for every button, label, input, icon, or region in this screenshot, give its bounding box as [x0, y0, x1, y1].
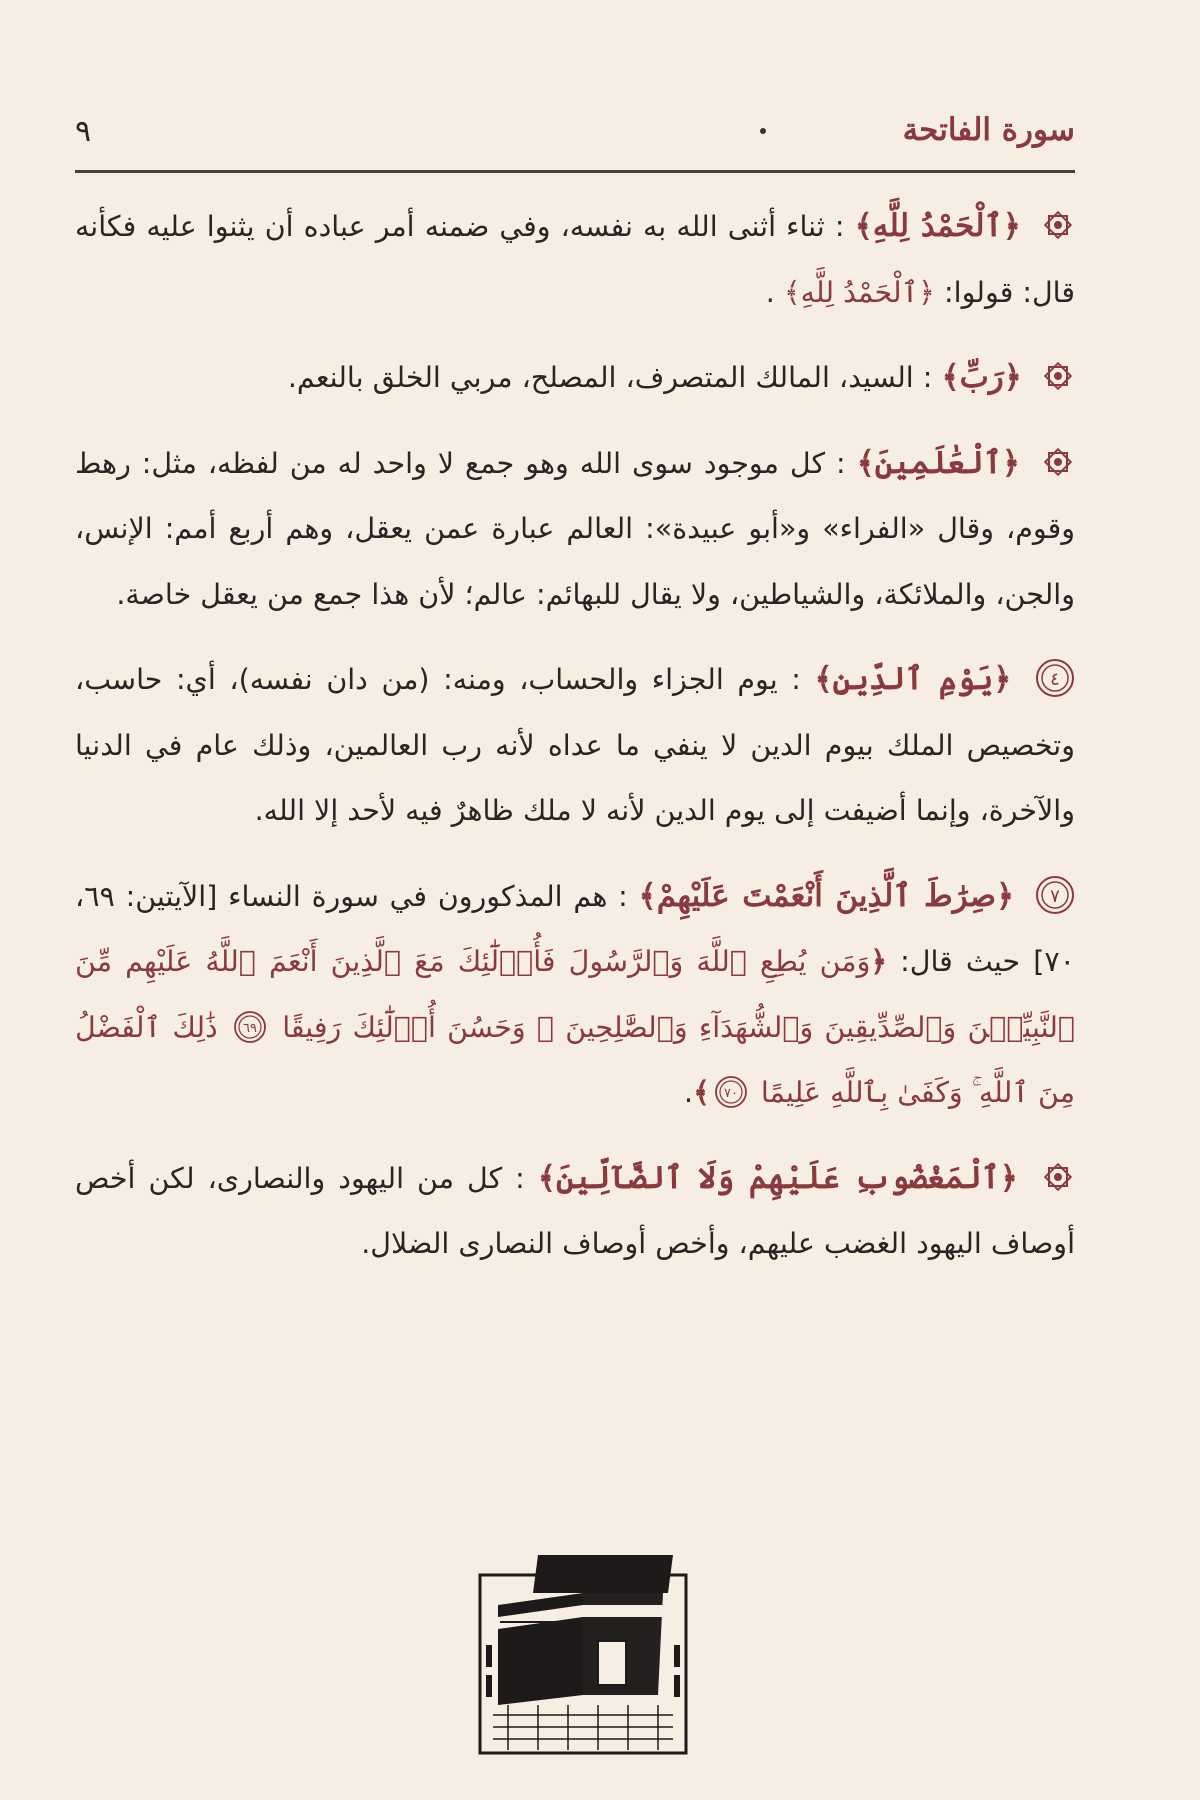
entry-sirat	[75, 864, 1075, 1126]
ayah-number-icon	[714, 1075, 748, 1109]
verse-rosette-icon	[1035, 875, 1075, 915]
entry-text: : كل موجود سوى الله وهو جمع لا واحد له من لفظه، مثل: رهط وقوم، وقال «الفراء» و«أبو عبيدة»: العالم عبارة عمن يعقل، وهم أربع أمم: الإنس، والجن، والملائكة، والشياطين، ولا يقال للبهائم: عالم؛ لأن هذا جمع من يعقل خاصة.	[75, 446, 1075, 611]
eight-point-star-icon	[1041, 208, 1075, 242]
entry-text-end: .	[765, 275, 775, 309]
surah-title: سورة الفاتحة	[902, 112, 1075, 148]
entry-text: : ثناء أثنى الله به نفسه، وفي ضمنه أمر عباده أن يثنوا عليه فكأنه قال: قولوا:	[75, 210, 1075, 309]
commentary-body	[75, 194, 1075, 1297]
entry-maghdub	[75, 1146, 1075, 1277]
verse-number: ٤	[1050, 669, 1060, 690]
eight-point-star-icon	[1041, 359, 1075, 393]
entry-text: : كل من اليهود والنصارى، لكن أخص أوصاف اليهود الغضب عليهم، وأخص أوصاف النصارى الضلال.	[75, 1161, 1075, 1260]
ayah-number-icon	[233, 1010, 267, 1044]
entry-yawm-addin	[75, 647, 1075, 844]
quote-close-bracket: ﴾	[693, 1075, 710, 1109]
entry-alalamin	[75, 431, 1075, 628]
entry-term: ﴿يَوْمِ ٱلدِّينِ﴾	[814, 661, 1012, 697]
eight-point-star-icon	[1041, 1160, 1075, 1194]
entry-term: ﴿رَبِّ﴾	[941, 359, 1022, 395]
entry-term: ﴿ٱلْعَٰلَمِينَ﴾	[856, 444, 1021, 481]
entry-alhamd	[75, 194, 1075, 325]
entry-term: ﴿صِرَٰطَ ٱلَّذِينَ أَنْعَمْتَ عَلَيْهِمْ﴾	[638, 877, 1015, 914]
entry-quote: ﴿ٱلْحَمْدُ لِلَّهِ﴾	[783, 275, 935, 309]
verse-rosette-icon	[1035, 658, 1075, 698]
entry-rabb	[75, 345, 1075, 411]
running-head	[75, 112, 1075, 170]
ayah-number: ٦٩	[242, 1020, 257, 1036]
entry-text: : السيد، المالك المتصرف، المصلح، مربي الخلق بالنعم.	[287, 361, 933, 394]
eight-point-star-icon	[1041, 445, 1075, 479]
entry-text: : يوم الجزاء والحساب، ومنه: (من دان نفسه)، أي: حاسب، وتخصيص الملك بيوم الدين لا ينفي ما عداه لأنه رب العالمين، وذلك عام في الدنيا والآخرة، وإنما أضيفت إلى يوم الدين لأنه لا ملك ظاهرٌ فيه لأحد إلا الله.	[75, 663, 1075, 827]
header-rule	[75, 170, 1075, 173]
quote-open-bracket: ﴿	[870, 944, 888, 978]
quran-quote: وَمَن يُطِعِ ٱللَّهَ وَٱلرَّسُولَ فَأُو۟لَٰٓئِكَ مَعَ ٱلَّذِينَ أَنْعَمَ ٱللَّهُ عَلَيْهِم مِّنَ ٱلنَّبِيِّـۧنَ وَٱلصِّدِّيقِينَ وَٱلشُّهَدَآءِ وَٱلصَّٰلِحِينَ ۚ وَحَسُنَ أُو۟لَٰٓئِكَ رَفِيقًا	[75, 945, 1076, 1044]
page-number: ٩	[75, 114, 92, 149]
head-dot	[760, 128, 766, 134]
entry-text-end: .	[684, 1076, 694, 1109]
kaaba-illustration	[478, 1545, 688, 1755]
entry-text: : هم المذكورون في سورة النساء [الآيتين: ٦٩، ٧٠] حيث قال:	[75, 879, 1075, 978]
quran-quote: ذَٰلِكَ ٱلْفَضْلُ مِنَ ٱللَّهِ ۚ وَكَفَىٰ بِٱللَّهِ عَلِيمًا	[75, 1010, 1075, 1109]
ayah-number: ٧٠	[723, 1086, 738, 1101]
verse-number: ٧	[1050, 885, 1060, 907]
entry-term: ﴿ٱلْمَغْضُوبِ عَلَيْهِمْ وَلَا ٱلضَّآلِّينَ﴾	[537, 1159, 1018, 1196]
entry-term: ﴿ٱلْحَمْدُ لِلَّهِ﴾	[854, 208, 1021, 244]
